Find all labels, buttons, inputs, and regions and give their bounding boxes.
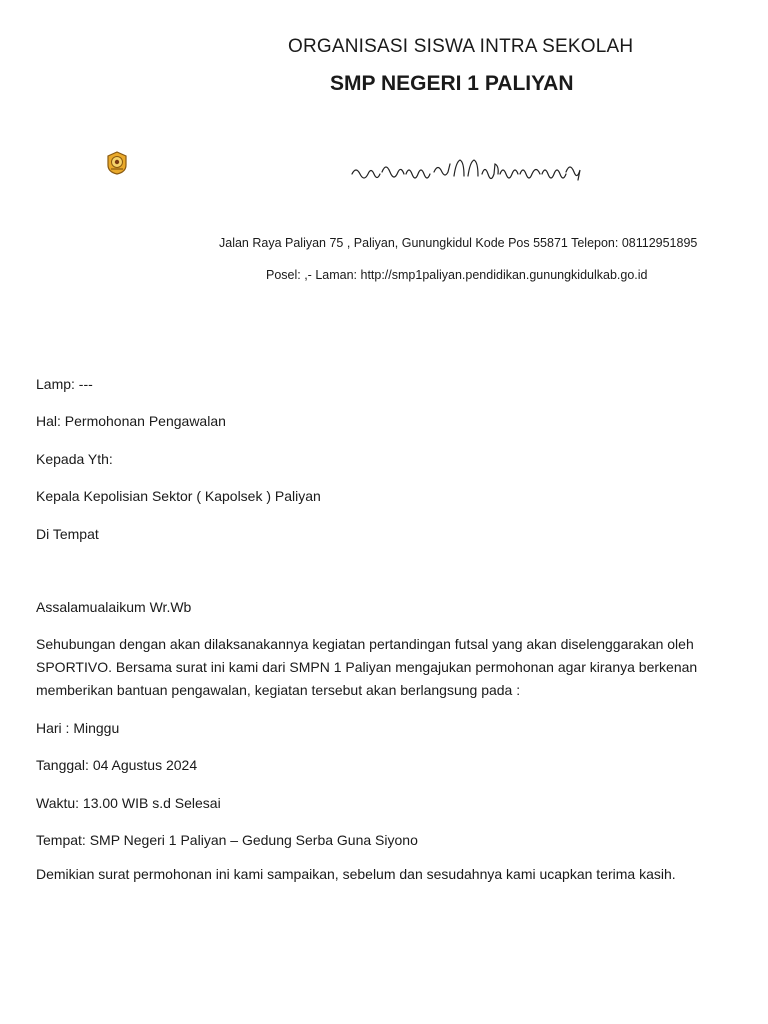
school-address: Jalan Raya Paliyan 75 , Paliyan, Gunungkidul Kode Pos 55871 Telepon: 08112951895 bbox=[219, 236, 698, 250]
event-day: Hari : Minggu bbox=[36, 720, 120, 736]
org-title: ORGANISASI SISWA INTRA SEKOLAH bbox=[288, 36, 634, 57]
closing-statement: Demikian surat permohonan ini kami sampaikan, sebelum dan sesudahnya kami ucapkan terima kasih. bbox=[36, 866, 676, 882]
recipient-name: Kepala Kepolisian Sektor ( Kapolsek ) Paliyan bbox=[36, 488, 321, 504]
school-emblem-icon bbox=[106, 151, 128, 175]
event-date: Tanggal: 04 Agustus 2024 bbox=[36, 757, 198, 773]
body-paragraph: Sehubungan dengan akan dilaksanakannya kegiatan pertandingan futsal yang akan diselenggarakan oleh SPORTIVO. Bersama surat ini kami dari SMPN 1 Paliyan mengajukan permohonan agar kiranya berkenan memberikan bantuan pengawalan, kegiatan tersebut akan berlangsung pada : bbox=[36, 636, 698, 698]
school-title: SMP NEGERI 1 PALIYAN bbox=[330, 72, 574, 95]
lamp-line: Lamp: --- bbox=[36, 376, 93, 392]
school-contact: Posel: ,- Laman: http://smp1paliyan.pendidikan.gunungkidulkab.go.id bbox=[266, 268, 648, 282]
javanese-script-text bbox=[348, 150, 584, 190]
event-time: Waktu: 13.00 WIB s.d Selesai bbox=[36, 795, 221, 811]
addressee-heading: Kepada Yth: bbox=[36, 451, 113, 467]
recipient-place: Di Tempat bbox=[36, 526, 99, 542]
greeting: Assalamualaikum Wr.Wb bbox=[36, 599, 192, 615]
event-location: Tempat: SMP Negeri 1 Paliyan – Gedung Serba Guna Siyono bbox=[36, 832, 418, 848]
subject-line: Hal: Permohonan Pengawalan bbox=[36, 413, 226, 429]
